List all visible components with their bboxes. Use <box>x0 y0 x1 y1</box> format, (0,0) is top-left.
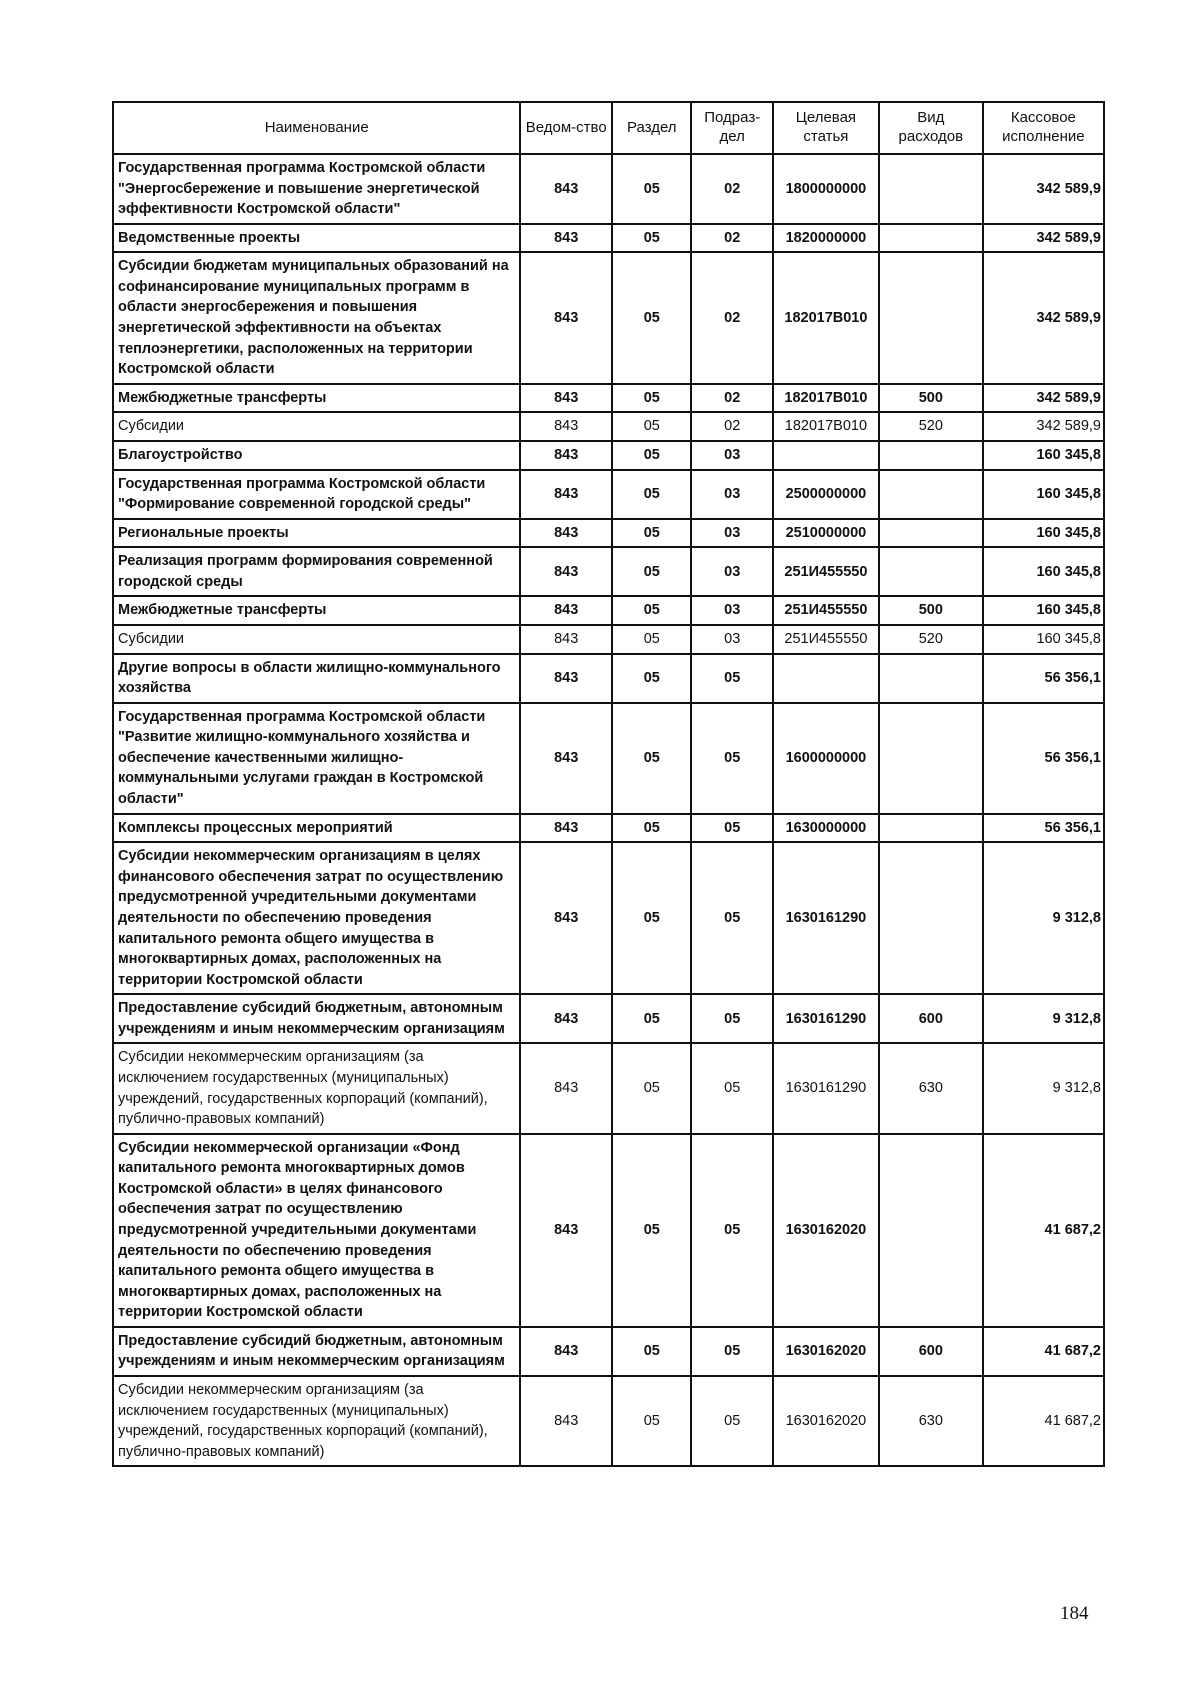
cell-razdel: 05 <box>612 842 691 994</box>
cell-celevaya-statya: 251И455550 <box>773 625 879 654</box>
cell-vid-rashodov: 520 <box>879 625 983 654</box>
table-row <box>113 1376 1104 1466</box>
cell-vid-rashodov <box>879 252 983 383</box>
cell-razdel: 05 <box>612 224 691 253</box>
cell-vedomstvo: 843 <box>520 1043 612 1133</box>
cell-razdel: 05 <box>612 994 691 1043</box>
cell-vid-rashodov: 630 <box>879 1043 983 1133</box>
cell-podrazdel: 05 <box>691 703 772 814</box>
cell-podrazdel: 02 <box>691 384 772 413</box>
cell-razdel: 05 <box>612 384 691 413</box>
cell-vedomstvo: 843 <box>520 384 612 413</box>
cell-vedomstvo: 843 <box>520 703 612 814</box>
table-row <box>113 470 1104 519</box>
cell-kassovoe-ispolnenie: 160 345,8 <box>983 547 1104 596</box>
cell-razdel: 05 <box>612 441 691 470</box>
cell-razdel: 05 <box>612 252 691 383</box>
cell-podrazdel: 05 <box>691 842 772 994</box>
cell-vedomstvo: 843 <box>520 224 612 253</box>
cell-name: Благоустройство <box>113 441 520 470</box>
cell-celevaya-statya: 1630162020 <box>773 1134 879 1327</box>
cell-name: Субсидии бюджетам муниципальных образований на софинансирование муниципальных программ в области энергосбережения и повышения энергетической эффективности на объектах теплоэнергетики, расположенных на территории Костромской области <box>113 252 520 383</box>
cell-vid-rashodov <box>879 441 983 470</box>
cell-podrazdel: 05 <box>691 1134 772 1327</box>
cell-vid-rashodov <box>879 703 983 814</box>
cell-razdel: 05 <box>612 412 691 441</box>
cell-vid-rashodov <box>879 842 983 994</box>
cell-celevaya-statya: 1630161290 <box>773 1043 879 1133</box>
header-vid-rashodov: Вид расходов <box>879 102 983 154</box>
header-kassovoe-ispolnenie: Кассовое исполнение <box>983 102 1104 154</box>
cell-razdel: 05 <box>612 596 691 625</box>
cell-celevaya-statya: 182017B010 <box>773 384 879 413</box>
cell-name: Реализация программ формирования современной городской среды <box>113 547 520 596</box>
cell-podrazdel: 02 <box>691 154 772 224</box>
cell-celevaya-statya <box>773 441 879 470</box>
table-row <box>113 224 1104 253</box>
cell-podrazdel: 03 <box>691 470 772 519</box>
cell-kassovoe-ispolnenie: 41 687,2 <box>983 1376 1104 1466</box>
cell-name: Субсидии некоммерческим организациям в целях финансового обеспечения затрат по осуществлению предусмотренной учредительными документами деятельности по обеспечению проведения капитального ремонта общего имущества в многоквартирных домах, расположенных на территории Костромской области <box>113 842 520 994</box>
cell-podrazdel: 05 <box>691 1327 772 1376</box>
table-row <box>113 412 1104 441</box>
cell-name: Субсидии некоммерческим организациям (за исключением государственных (муниципальных) учреждений, государственных корпораций (компаний), публично-правовых компаний) <box>113 1043 520 1133</box>
cell-kassovoe-ispolnenie: 9 312,8 <box>983 994 1104 1043</box>
cell-kassovoe-ispolnenie: 160 345,8 <box>983 596 1104 625</box>
cell-vedomstvo: 843 <box>520 842 612 994</box>
cell-vedomstvo: 843 <box>520 1134 612 1327</box>
header-razdel: Раздел <box>612 102 691 154</box>
cell-name: Региональные проекты <box>113 519 520 548</box>
header-celevaya-statya: Целевая статья <box>773 102 879 154</box>
table-row <box>113 1043 1104 1133</box>
cell-name: Государственная программа Костромской области "Развитие жилищно-коммунального хозяйства и обеспечение качественными жилищно-коммунальными услугами граждан в Костромской области" <box>113 703 520 814</box>
cell-razdel: 05 <box>612 1043 691 1133</box>
cell-name: Субсидии <box>113 625 520 654</box>
table-row <box>113 519 1104 548</box>
cell-vid-rashodov: 630 <box>879 1376 983 1466</box>
cell-vedomstvo: 843 <box>520 441 612 470</box>
cell-kassovoe-ispolnenie: 342 589,9 <box>983 384 1104 413</box>
cell-vid-rashodov <box>879 814 983 843</box>
cell-name: Субсидии некоммерческим организациям (за исключением государственных (муниципальных) учреждений, государственных корпораций (компаний), публично-правовых компаний) <box>113 1376 520 1466</box>
cell-name: Государственная программа Костромской области "Формирование современной городской среды" <box>113 470 520 519</box>
cell-name: Комплексы процессных мероприятий <box>113 814 520 843</box>
budget-table <box>112 101 1105 1467</box>
cell-kassovoe-ispolnenie: 56 356,1 <box>983 703 1104 814</box>
cell-razdel: 05 <box>612 1134 691 1327</box>
cell-vedomstvo: 843 <box>520 994 612 1043</box>
cell-vid-rashodov <box>879 470 983 519</box>
cell-name: Предоставление субсидий бюджетным, автономным учреждениям и иным некоммерческим организациям <box>113 1327 520 1376</box>
cell-celevaya-statya: 1630162020 <box>773 1327 879 1376</box>
cell-vid-rashodov: 520 <box>879 412 983 441</box>
table-row <box>113 842 1104 994</box>
page-number: 184 <box>1060 1603 1089 1624</box>
cell-vid-rashodov: 600 <box>879 1327 983 1376</box>
cell-vedomstvo: 843 <box>520 154 612 224</box>
cell-celevaya-statya: 2510000000 <box>773 519 879 548</box>
cell-kassovoe-ispolnenie: 9 312,8 <box>983 1043 1104 1133</box>
cell-kassovoe-ispolnenie: 41 687,2 <box>983 1327 1104 1376</box>
cell-name: Другие вопросы в области жилищно-коммунального хозяйства <box>113 654 520 703</box>
cell-celevaya-statya: 251И455550 <box>773 547 879 596</box>
cell-razdel: 05 <box>612 470 691 519</box>
cell-kassovoe-ispolnenie: 56 356,1 <box>983 654 1104 703</box>
cell-razdel: 05 <box>612 154 691 224</box>
cell-vedomstvo: 843 <box>520 470 612 519</box>
cell-celevaya-statya: 2500000000 <box>773 470 879 519</box>
table-row <box>113 154 1104 224</box>
cell-vid-rashodov: 500 <box>879 596 983 625</box>
header-vedomstvo: Ведом-ство <box>520 102 612 154</box>
cell-kassovoe-ispolnenie: 56 356,1 <box>983 814 1104 843</box>
cell-vid-rashodov <box>879 154 983 224</box>
cell-razdel: 05 <box>612 814 691 843</box>
cell-razdel: 05 <box>612 703 691 814</box>
cell-kassovoe-ispolnenie: 160 345,8 <box>983 519 1104 548</box>
cell-podrazdel: 03 <box>691 519 772 548</box>
cell-razdel: 05 <box>612 1376 691 1466</box>
cell-razdel: 05 <box>612 654 691 703</box>
cell-celevaya-statya: 1600000000 <box>773 703 879 814</box>
table-row <box>113 252 1104 383</box>
cell-vid-rashodov <box>879 547 983 596</box>
table-row <box>113 703 1104 814</box>
cell-vedomstvo: 843 <box>520 814 612 843</box>
cell-kassovoe-ispolnenie: 160 345,8 <box>983 625 1104 654</box>
cell-podrazdel: 02 <box>691 252 772 383</box>
cell-kassovoe-ispolnenie: 160 345,8 <box>983 470 1104 519</box>
cell-kassovoe-ispolnenie: 342 589,9 <box>983 252 1104 383</box>
cell-vid-rashodov <box>879 654 983 703</box>
cell-vedomstvo: 843 <box>520 547 612 596</box>
cell-vedomstvo: 843 <box>520 252 612 383</box>
cell-name: Предоставление субсидий бюджетным, автономным учреждениям и иным некоммерческим организациям <box>113 994 520 1043</box>
cell-podrazdel: 05 <box>691 814 772 843</box>
cell-podrazdel: 05 <box>691 1376 772 1466</box>
cell-podrazdel: 02 <box>691 412 772 441</box>
cell-kassovoe-ispolnenie: 342 589,9 <box>983 412 1104 441</box>
cell-kassovoe-ispolnenie: 342 589,9 <box>983 224 1104 253</box>
table-row <box>113 1327 1104 1376</box>
cell-kassovoe-ispolnenie: 9 312,8 <box>983 842 1104 994</box>
cell-vid-rashodov <box>879 519 983 548</box>
cell-celevaya-statya: 1820000000 <box>773 224 879 253</box>
cell-celevaya-statya: 182017B010 <box>773 252 879 383</box>
header-name: Наименование <box>113 102 520 154</box>
cell-vid-rashodov: 600 <box>879 994 983 1043</box>
cell-vedomstvo: 843 <box>520 1376 612 1466</box>
cell-razdel: 05 <box>612 547 691 596</box>
cell-celevaya-statya: 182017B010 <box>773 412 879 441</box>
cell-vedomstvo: 843 <box>520 1327 612 1376</box>
cell-vid-rashodov <box>879 1134 983 1327</box>
cell-vedomstvo: 843 <box>520 654 612 703</box>
table-header <box>113 102 1104 154</box>
cell-razdel: 05 <box>612 519 691 548</box>
cell-celevaya-statya: 1630161290 <box>773 994 879 1043</box>
cell-podrazdel: 03 <box>691 441 772 470</box>
cell-name: Субсидии некоммерческой организации «Фонд капитального ремонта многоквартирных домов Костромской области» в целях финансового обеспечения затрат по осуществлению предусмотренной учредительными документами деятельности по обеспечению проведения капитального ремонта общего имущества в многоквартирных домах, расположенных на территории Костромской области <box>113 1134 520 1327</box>
cell-name: Межбюджетные трансферты <box>113 596 520 625</box>
cell-razdel: 05 <box>612 625 691 654</box>
table-row <box>113 994 1104 1043</box>
cell-podrazdel: 02 <box>691 224 772 253</box>
table-row <box>113 654 1104 703</box>
table-row <box>113 814 1104 843</box>
cell-celevaya-statya <box>773 654 879 703</box>
cell-kassovoe-ispolnenie: 342 589,9 <box>983 154 1104 224</box>
cell-celevaya-statya: 1630000000 <box>773 814 879 843</box>
cell-podrazdel: 03 <box>691 547 772 596</box>
cell-celevaya-statya: 251И455550 <box>773 596 879 625</box>
cell-name: Государственная программа Костромской области "Энергосбережение и повышение энергетической эффективности Костромской области" <box>113 154 520 224</box>
header-podrazdel: Подраз-дел <box>691 102 772 154</box>
cell-celevaya-statya: 1630161290 <box>773 842 879 994</box>
cell-celevaya-statya: 1800000000 <box>773 154 879 224</box>
cell-vedomstvo: 843 <box>520 596 612 625</box>
cell-kassovoe-ispolnenie: 160 345,8 <box>983 441 1104 470</box>
cell-celevaya-statya: 1630162020 <box>773 1376 879 1466</box>
cell-podrazdel: 05 <box>691 1043 772 1133</box>
cell-podrazdel: 03 <box>691 625 772 654</box>
cell-kassovoe-ispolnenie: 41 687,2 <box>983 1134 1104 1327</box>
table-body <box>113 154 1104 1466</box>
cell-vid-rashodov: 500 <box>879 384 983 413</box>
cell-vedomstvo: 843 <box>520 412 612 441</box>
cell-name: Ведомственные проекты <box>113 224 520 253</box>
cell-podrazdel: 03 <box>691 596 772 625</box>
cell-razdel: 05 <box>612 1327 691 1376</box>
table-row <box>113 547 1104 596</box>
table-row <box>113 384 1104 413</box>
cell-vid-rashodov <box>879 224 983 253</box>
cell-vedomstvo: 843 <box>520 625 612 654</box>
budget-table-sheet <box>112 101 1105 1467</box>
table-row <box>113 441 1104 470</box>
table-row <box>113 625 1104 654</box>
cell-name: Субсидии <box>113 412 520 441</box>
cell-vedomstvo: 843 <box>520 519 612 548</box>
cell-name: Межбюджетные трансферты <box>113 384 520 413</box>
table-row <box>113 1134 1104 1327</box>
table-row <box>113 596 1104 625</box>
cell-podrazdel: 05 <box>691 994 772 1043</box>
cell-podrazdel: 05 <box>691 654 772 703</box>
